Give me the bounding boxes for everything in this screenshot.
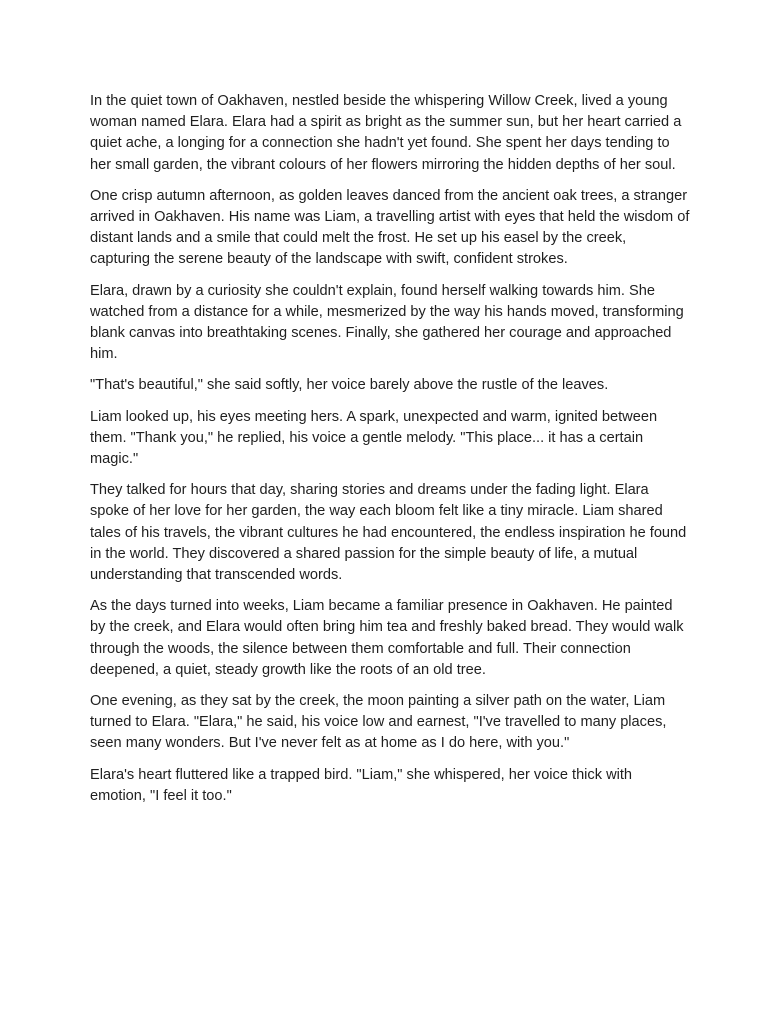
paragraph-5: Liam looked up, his eyes meeting hers. A spark, unexpected and warm, ignited between them. "Thank you," he replied, his voice a gentle melody. "This place... it has a certain magic." bbox=[90, 408, 658, 468]
paragraph-9: Elara's heart fluttered like a trapped bird. "Liam," she whispered, her voice thick with emotion, "I feel it too." bbox=[90, 766, 633, 804]
paragraph-6: They talked for hours that day, sharing stories and dreams under the fading light. Elara spoke of her love for her garden, the way each bloom felt like a tiny miracle. Liam shared tales of his travels, the vibrant cultures he had encountered, the endless inspiration he found in the world. They discovered a shared passion for the simple beauty of life, a mutual understanding that transcended words. bbox=[90, 482, 687, 584]
paragraph-7: As the days turned into weeks, Liam became a familiar presence in Oakhaven. He painted by the creek, and Elara would often bring him tea and freshly baked bread. They would walk through the woods, the silence between them comfortable and full. Their connection deepened, a quiet, steady growth like the roots of an old tree. bbox=[90, 598, 684, 678]
paragraph-1: In the quiet town of Oakhaven, nestled beside the whispering Willow Creek, lived a young woman named Elara. Elara had a spirit as bright as the summer sun, but her heart carried a quiet ache, a longing for a connection she hadn't yet found. She spent her days tending to her small garden, the vibrant colours of her flowers mirroring the hidden depths of her soul. bbox=[90, 93, 682, 173]
paragraph-4: "That's beautiful," she said softly, her voice barely above the rustle of the leaves. bbox=[90, 377, 609, 394]
paragraph-3: Elara, drawn by a curiosity she couldn't explain, found herself walking towards him. She watched from a distance for a while, mesmerized by the way his hands moved, transforming blank canvas into breathtaking scenes. Finally, she gathered her courage and approached him. bbox=[90, 282, 684, 363]
paragraph-2: One crisp autumn afternoon, as golden leaves danced from the ancient oak trees, a stranger arrived in Oakhaven. His name was Liam, a travelling artist with eyes that held the wisdom of distant lands and a smile that could melt the frost. He set up his easel by the creek, capturing the serene beauty of the landscape with swift, confident strokes. bbox=[90, 187, 690, 268]
paragraph-8: One evening, as they sat by the creek, the moon painting a silver path on the water, Liam turned to Elara. "Elara," he said, his voice low and earnest, "I've travelled to many places, seen many wonders. But I've never felt as at home as I do here, with you." bbox=[90, 693, 667, 752]
document-body bbox=[90, 91, 690, 817]
